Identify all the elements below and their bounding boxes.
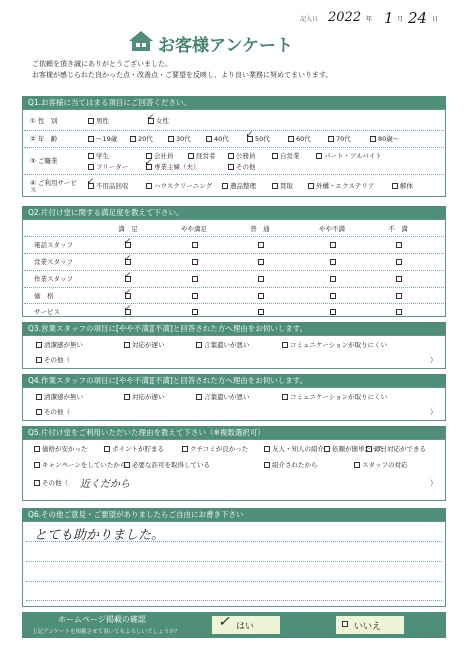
q4-other-close: ）	[430, 408, 437, 416]
publish-consent-bar	[22, 612, 446, 638]
q2-col-header: 普 通	[250, 225, 270, 233]
q2-checkbox[interactable]	[258, 293, 264, 299]
q5-option[interactable]	[366, 444, 426, 454]
q5-title: Q5.片付け堂をご利用いただいた理由を教えて下さい（※複数選択可）	[22, 426, 446, 439]
q3-other-close: ）	[430, 356, 437, 364]
option-label: その他（	[44, 408, 70, 416]
age-option[interactable]	[168, 134, 191, 144]
checkbox[interactable]	[36, 394, 42, 400]
q4-option[interactable]	[124, 392, 165, 402]
checkbox[interactable]	[34, 480, 40, 486]
option-label: 言葉遣いが悪い	[204, 341, 250, 349]
q3-option[interactable]	[282, 340, 387, 350]
option-label: キャンペーンをしていたから	[42, 461, 127, 469]
q2-checkbox[interactable]	[330, 276, 336, 282]
option-label: 即日対応ができる	[374, 445, 426, 453]
divider	[24, 174, 444, 175]
divider	[24, 236, 444, 237]
occupation-option[interactable]	[88, 151, 109, 161]
divider	[24, 303, 444, 304]
yes-option[interactable]	[212, 616, 280, 634]
checkbox[interactable]	[308, 183, 314, 189]
q5-option[interactable]	[124, 460, 210, 470]
q5-option[interactable]	[34, 460, 126, 470]
q5-option[interactable]	[104, 444, 164, 454]
q5-option[interactable]	[34, 444, 88, 454]
divider	[24, 253, 444, 254]
q4-option[interactable]	[282, 392, 387, 402]
checkbox[interactable]	[88, 153, 94, 159]
service-option[interactable]	[308, 181, 374, 191]
age-option[interactable]	[328, 134, 351, 144]
checkbox[interactable]	[342, 621, 348, 627]
occupation-option[interactable]	[228, 162, 256, 172]
option-label: コミュニケーションが取りにくい	[290, 341, 388, 349]
option-label: コミュニケーションが取りにくい	[290, 393, 388, 401]
checkmark-icon: ✓	[245, 130, 253, 140]
checkbox[interactable]	[324, 446, 330, 452]
q2-row-label: 作業スタッフ	[34, 275, 73, 283]
option-label: 女性	[156, 117, 169, 125]
checkbox[interactable]	[36, 357, 42, 363]
entry-year: 2022	[328, 10, 362, 25]
checkmark-icon: ✓	[146, 113, 154, 123]
checkbox[interactable]	[36, 409, 42, 415]
checkbox[interactable]	[124, 394, 130, 400]
option-label: 男性	[96, 117, 109, 125]
q6-answer: とても助かりました。	[34, 528, 165, 543]
q3-other[interactable]	[36, 355, 70, 365]
occupation-option[interactable]	[316, 151, 382, 161]
entry-month: 1	[384, 9, 394, 27]
divider	[24, 147, 444, 148]
occupation-option[interactable]	[272, 151, 300, 161]
option-label: ～19歳	[96, 135, 118, 143]
q2-checkbox[interactable]	[258, 309, 264, 315]
option-label: 専業主婦（夫）	[154, 163, 200, 171]
q2-col-header: やや満足	[181, 225, 207, 233]
occupation-option[interactable]	[228, 151, 256, 161]
option-label: 依頼が簡単だった	[332, 445, 384, 453]
age-option[interactable]	[130, 134, 153, 144]
option-label: 買取	[280, 182, 293, 190]
option-label: 40代	[214, 135, 229, 143]
checkbox[interactable]	[182, 446, 188, 452]
q5-option[interactable]	[264, 444, 324, 454]
option-label: 外構・エクステリア	[316, 182, 375, 190]
checkbox[interactable]	[36, 342, 42, 348]
option-label: ポイントが貯まる	[112, 445, 164, 453]
q2-checkbox[interactable]	[396, 259, 402, 265]
option-label: 経営者	[196, 152, 216, 160]
q2-row-label: サービス	[34, 308, 60, 316]
checkbox[interactable]	[124, 342, 130, 348]
checkmark-icon: ✓	[123, 288, 131, 298]
divider	[24, 270, 444, 271]
checkbox[interactable]	[34, 446, 40, 452]
no-label: いいえ	[354, 622, 382, 632]
checkbox[interactable]	[282, 342, 288, 348]
option-label: 学生	[96, 152, 109, 160]
checkbox[interactable]	[130, 136, 136, 142]
q2-checkbox[interactable]	[258, 259, 264, 265]
checkbox[interactable]	[328, 136, 334, 142]
divider	[24, 130, 444, 131]
service-option[interactable]	[146, 181, 212, 191]
checkmark-icon: ✓	[123, 304, 131, 314]
option-label: 不用品回収	[96, 182, 129, 190]
checkbox[interactable]	[88, 118, 94, 124]
q2-checkbox[interactable]	[330, 293, 336, 299]
option-label: 自営業	[280, 152, 300, 160]
checkbox[interactable]	[228, 164, 234, 170]
checkbox[interactable]	[366, 446, 372, 452]
checkbox[interactable]	[88, 164, 94, 170]
option-label: 30代	[176, 135, 191, 143]
checkbox[interactable]	[264, 462, 270, 468]
checkbox[interactable]	[124, 462, 130, 468]
writing-line	[26, 561, 442, 562]
q3-option[interactable]	[36, 340, 83, 350]
option-label: 言葉遣いが悪い	[204, 393, 250, 401]
option-label: その他（	[44, 356, 70, 364]
entry-date-label: 記入日	[300, 16, 319, 23]
option-label: ハウスクリーニング	[154, 182, 213, 190]
option-label: パート・アルバイト	[324, 152, 382, 160]
service-option[interactable]	[392, 181, 413, 191]
q1-occupation-label: ③ ご職業	[30, 157, 58, 165]
option-label: 必要な許可を取得している	[132, 461, 210, 469]
option-label: フリーター	[96, 163, 129, 171]
checkbox[interactable]	[288, 136, 294, 142]
service-option[interactable]	[88, 181, 129, 191]
q2-checkbox[interactable]	[192, 242, 198, 248]
q5-other-answer: 近くだから	[80, 479, 130, 490]
checkmark-icon: ✓	[86, 177, 94, 187]
checkbox[interactable]	[168, 136, 174, 142]
house-icon	[128, 30, 154, 52]
q2-checkbox[interactable]	[192, 276, 198, 282]
writing-line	[26, 600, 442, 601]
q2-col-header: 不 満	[388, 225, 408, 233]
q4-other[interactable]	[36, 407, 70, 417]
q5-option[interactable]	[264, 460, 318, 470]
checkbox[interactable]	[146, 183, 152, 189]
checkbox[interactable]	[282, 394, 288, 400]
checkbox[interactable]	[206, 136, 212, 142]
month-unit: 月	[397, 16, 404, 23]
option-label: 価格が安かった	[42, 445, 88, 453]
checkbox[interactable]	[392, 183, 398, 189]
year-unit: 年	[366, 16, 373, 23]
q2-checkbox[interactable]	[396, 293, 402, 299]
checkbox[interactable]	[188, 153, 194, 159]
q2-checkbox[interactable]	[258, 276, 264, 282]
q5-option[interactable]	[354, 460, 408, 470]
age-option[interactable]	[370, 134, 399, 144]
entry-date	[300, 8, 450, 28]
checkmark-icon: ✓	[123, 271, 131, 281]
q2-col-header: やや不満	[319, 225, 345, 233]
q2-checkbox[interactable]	[192, 309, 198, 315]
q2-checkbox[interactable]	[330, 259, 336, 265]
gender-male-option[interactable]	[88, 116, 109, 126]
service-option[interactable]	[272, 181, 293, 191]
entry-day: 24	[408, 9, 428, 27]
option-label: 遺品整理	[230, 182, 256, 190]
checkbox[interactable]	[264, 446, 270, 452]
option-label: 対応が遅い	[132, 393, 165, 401]
writing-line	[26, 581, 442, 582]
option-label: その他	[236, 163, 256, 171]
q2-title: Q2.片付け堂に関する満足度を教えて下さい。	[22, 206, 446, 219]
option-label: 解体	[400, 182, 413, 190]
q2-checkbox[interactable]	[192, 259, 198, 265]
age-option[interactable]	[206, 134, 229, 144]
option-label: 50代	[255, 135, 270, 143]
option-label: 70代	[336, 135, 351, 143]
divider	[24, 287, 444, 288]
q1-age-label: ② 年 齢	[30, 135, 58, 143]
age-option[interactable]	[288, 134, 311, 144]
q2-checkbox[interactable]	[396, 242, 402, 248]
q1-gender-label: ① 性 別	[30, 117, 58, 125]
intro-line-2: お客様が感じられた良かった点・改善点・ご要望を反映し、より良い業務に努めてまいります。	[32, 71, 333, 79]
option-label: 80歳～	[378, 135, 400, 143]
age-option[interactable]	[88, 134, 117, 144]
occupation-option[interactable]	[88, 162, 128, 172]
checkmark-icon: ✓	[218, 614, 230, 630]
q5-other-close: ）	[430, 479, 437, 487]
q1-title: Q1.お客様に当てはまる項目にご回答ください。	[22, 96, 446, 109]
q3-option[interactable]	[196, 340, 250, 350]
q2-checkbox[interactable]	[396, 309, 402, 315]
checkmark-icon: ✓	[144, 158, 152, 168]
checkmark-icon: ✓	[123, 237, 131, 247]
q2-row-label: 電話スタッフ	[34, 241, 73, 249]
option-label: 対応が遅い	[132, 341, 165, 349]
checkbox[interactable]	[104, 446, 110, 452]
occupation-option[interactable]	[146, 162, 200, 172]
option-label: 友人・知人の紹介	[272, 445, 324, 453]
q4-option[interactable]	[196, 392, 250, 402]
option-label: 60代	[296, 135, 311, 143]
option-label: スタッフの対応	[362, 461, 408, 469]
option-label: 会社員	[154, 152, 174, 160]
checkbox[interactable]	[196, 342, 202, 348]
q6-title: Q6.その他ご意見・ご要望がありましたらご自由にお書き下さい	[22, 508, 446, 521]
checkbox[interactable]	[88, 136, 94, 142]
checkbox[interactable]	[196, 394, 202, 400]
no-option[interactable]	[336, 616, 404, 634]
q2-checkbox[interactable]	[396, 276, 402, 282]
q4-option[interactable]	[36, 392, 83, 402]
q5-option[interactable]	[182, 444, 248, 454]
q1-service-label: ④ ご利用サービス	[30, 179, 77, 194]
option-label: 20代	[138, 135, 153, 143]
checkbox[interactable]	[272, 183, 278, 189]
q4-title: Q4.作業スタッフの項目に[やや不満][不満]と回答された方へ理由をお伺いします。	[22, 374, 446, 387]
checkbox[interactable]	[354, 462, 360, 468]
checkbox[interactable]	[228, 153, 234, 159]
occupation-option[interactable]	[188, 151, 216, 161]
checkmark-icon: ✓	[123, 254, 131, 264]
day-unit: 日	[432, 16, 439, 23]
option-label: 清潔感が無い	[44, 393, 83, 401]
q3-title: Q3.営業スタッフの項目に[やや不満][不満]と回答された方へ理由をお伺いします。	[22, 322, 446, 335]
option-label: 紹介されたから	[272, 461, 318, 469]
publish-consent-note: 上記アンケートを掲載させて頂いてもよろしいでしょうか？	[32, 629, 181, 635]
q2-col-header: 満 足	[118, 225, 138, 233]
q3-option[interactable]	[124, 340, 165, 350]
intro-line-1: ご依頼を頂き誠にありがとうございました。	[32, 60, 172, 68]
q2-checkbox[interactable]	[330, 309, 336, 315]
page-title: お客様アンケート	[158, 36, 293, 56]
service-option[interactable]	[222, 181, 256, 191]
checkbox[interactable]	[34, 462, 40, 468]
checkbox[interactable]	[370, 136, 376, 142]
q2-checkbox[interactable]	[192, 293, 198, 299]
title-block	[128, 28, 348, 54]
q5-other[interactable]	[34, 478, 68, 488]
publish-consent-title: ホームページ掲載の確認	[58, 615, 146, 624]
checkbox[interactable]	[272, 153, 278, 159]
q2-checkbox[interactable]	[330, 242, 336, 248]
checkbox[interactable]	[222, 183, 228, 189]
yes-label: はい	[236, 622, 255, 632]
option-label: クチコミが良かった	[190, 445, 249, 453]
option-label: 公務員	[236, 152, 256, 160]
checkbox[interactable]	[316, 153, 322, 159]
q2-row-label: 営業スタッフ	[34, 258, 73, 266]
option-label: その他（	[42, 479, 68, 487]
option-label: 清潔感が無い	[44, 341, 83, 349]
q2-row-label: 価 格	[34, 292, 54, 300]
q2-checkbox[interactable]	[258, 242, 264, 248]
